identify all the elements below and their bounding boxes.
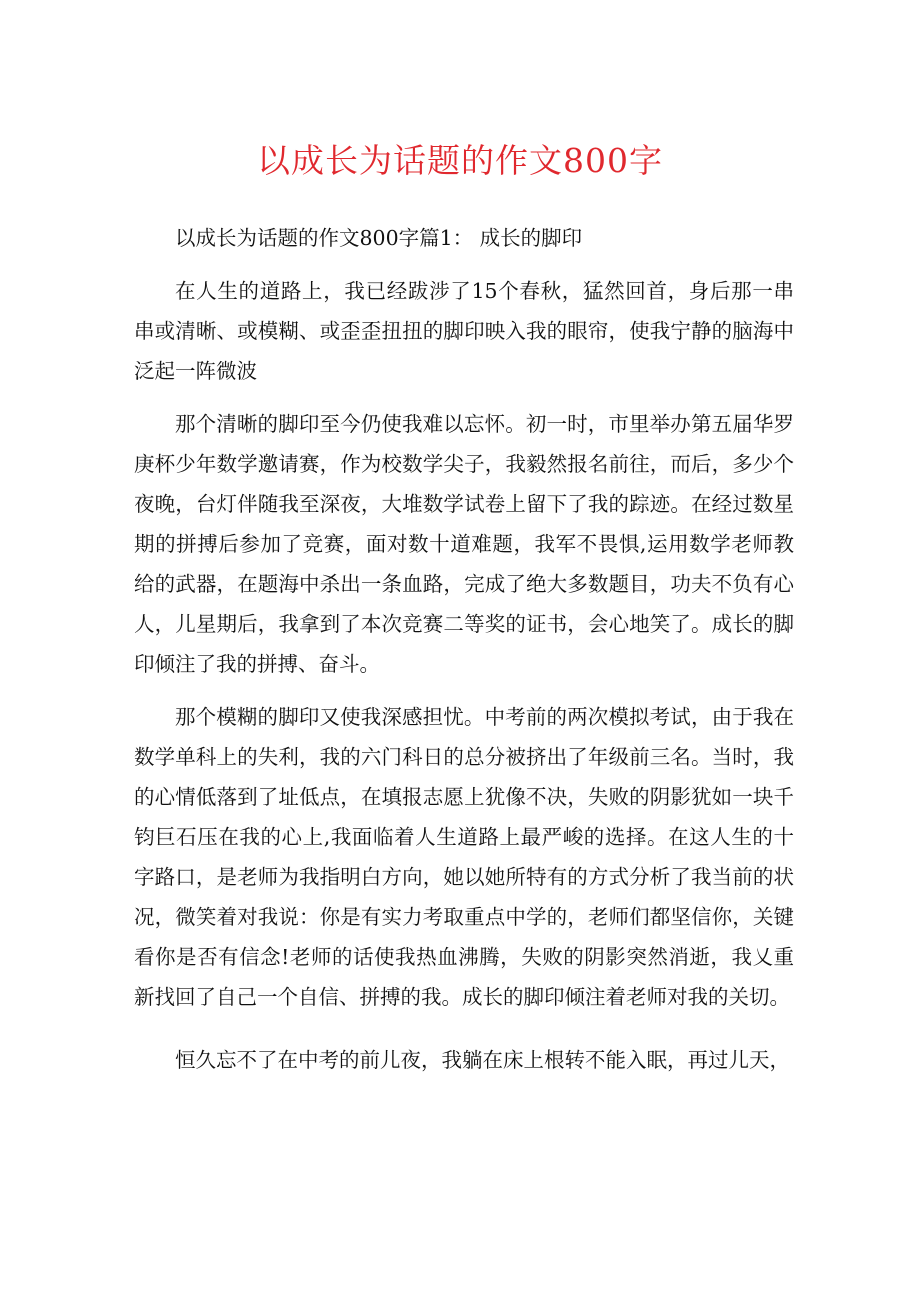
paragraph-4: 恒久忘不了在中考的前儿夜，我躺在床上根转不能入眠，再过儿天， <box>175 1048 790 1072</box>
document-title: 以成长为话题的作文800字 <box>257 141 663 180</box>
document-body <box>134 218 794 1080</box>
paragraph-3: 那个模糊的脚印又使我深感担忧。中考前的两次模拟考试，由于我在数学单科上的失利，我的六门科日的总分被挤出了年级前三名。当时，我的心情低落到了址低点，在填报志愿上犹像不决，失败的阴影犹如一块千钧巨石压在我的心上,我面临着人生道路上最严峻的选择。在这人生的十字路口，是老师为我指明白方向，她以她所特有的方式分析了我当前的状况，微笑着对我说：你是有实力考取重点中学的，老师们都坚信你，关键看你是否有信念!老师的话使我热血沸腾，失败的阴影突然消逝，我乂重新找回了自己一个自信、拼搏的我。成长的脚印倾注着老师对我的关切。 <box>134 705 794 1009</box>
paragraph-1: 在人生的道路上，我已经跋涉了15个春秋，猛然回首，身后那一串串或清晰、或模糊、或歪歪扭扭的脚印映入我的眼帘，使我宁静的脑海中泛起一阵微波 <box>134 279 794 383</box>
paragraph-2: 那个清晰的脚印至今仍使我难以忘怀。初一时，市里举办第五届华罗庚杯少年数学邀请赛，作为校数学尖子，我毅然报名前往，而后，多少个夜晚，台灯伴随我至深夜，大堆数学试卷上留下了我的踪迹。在经过数星期的拼搏后参加了竞赛，面对数十道难题，我军不畏惧,运用数学老师教给的武器，在题海中杀出一条血路，完成了绝大多数题目，功夫不负有心人，儿星期后，我拿到了本次竞赛二等奖的证书，会心地笑了。成长的脚印倾注了我的拼搏、奋斗。 <box>134 412 794 676</box>
section-heading: 以成长为话题的作文800字篇1： 成长的脚印 <box>175 226 583 250</box>
